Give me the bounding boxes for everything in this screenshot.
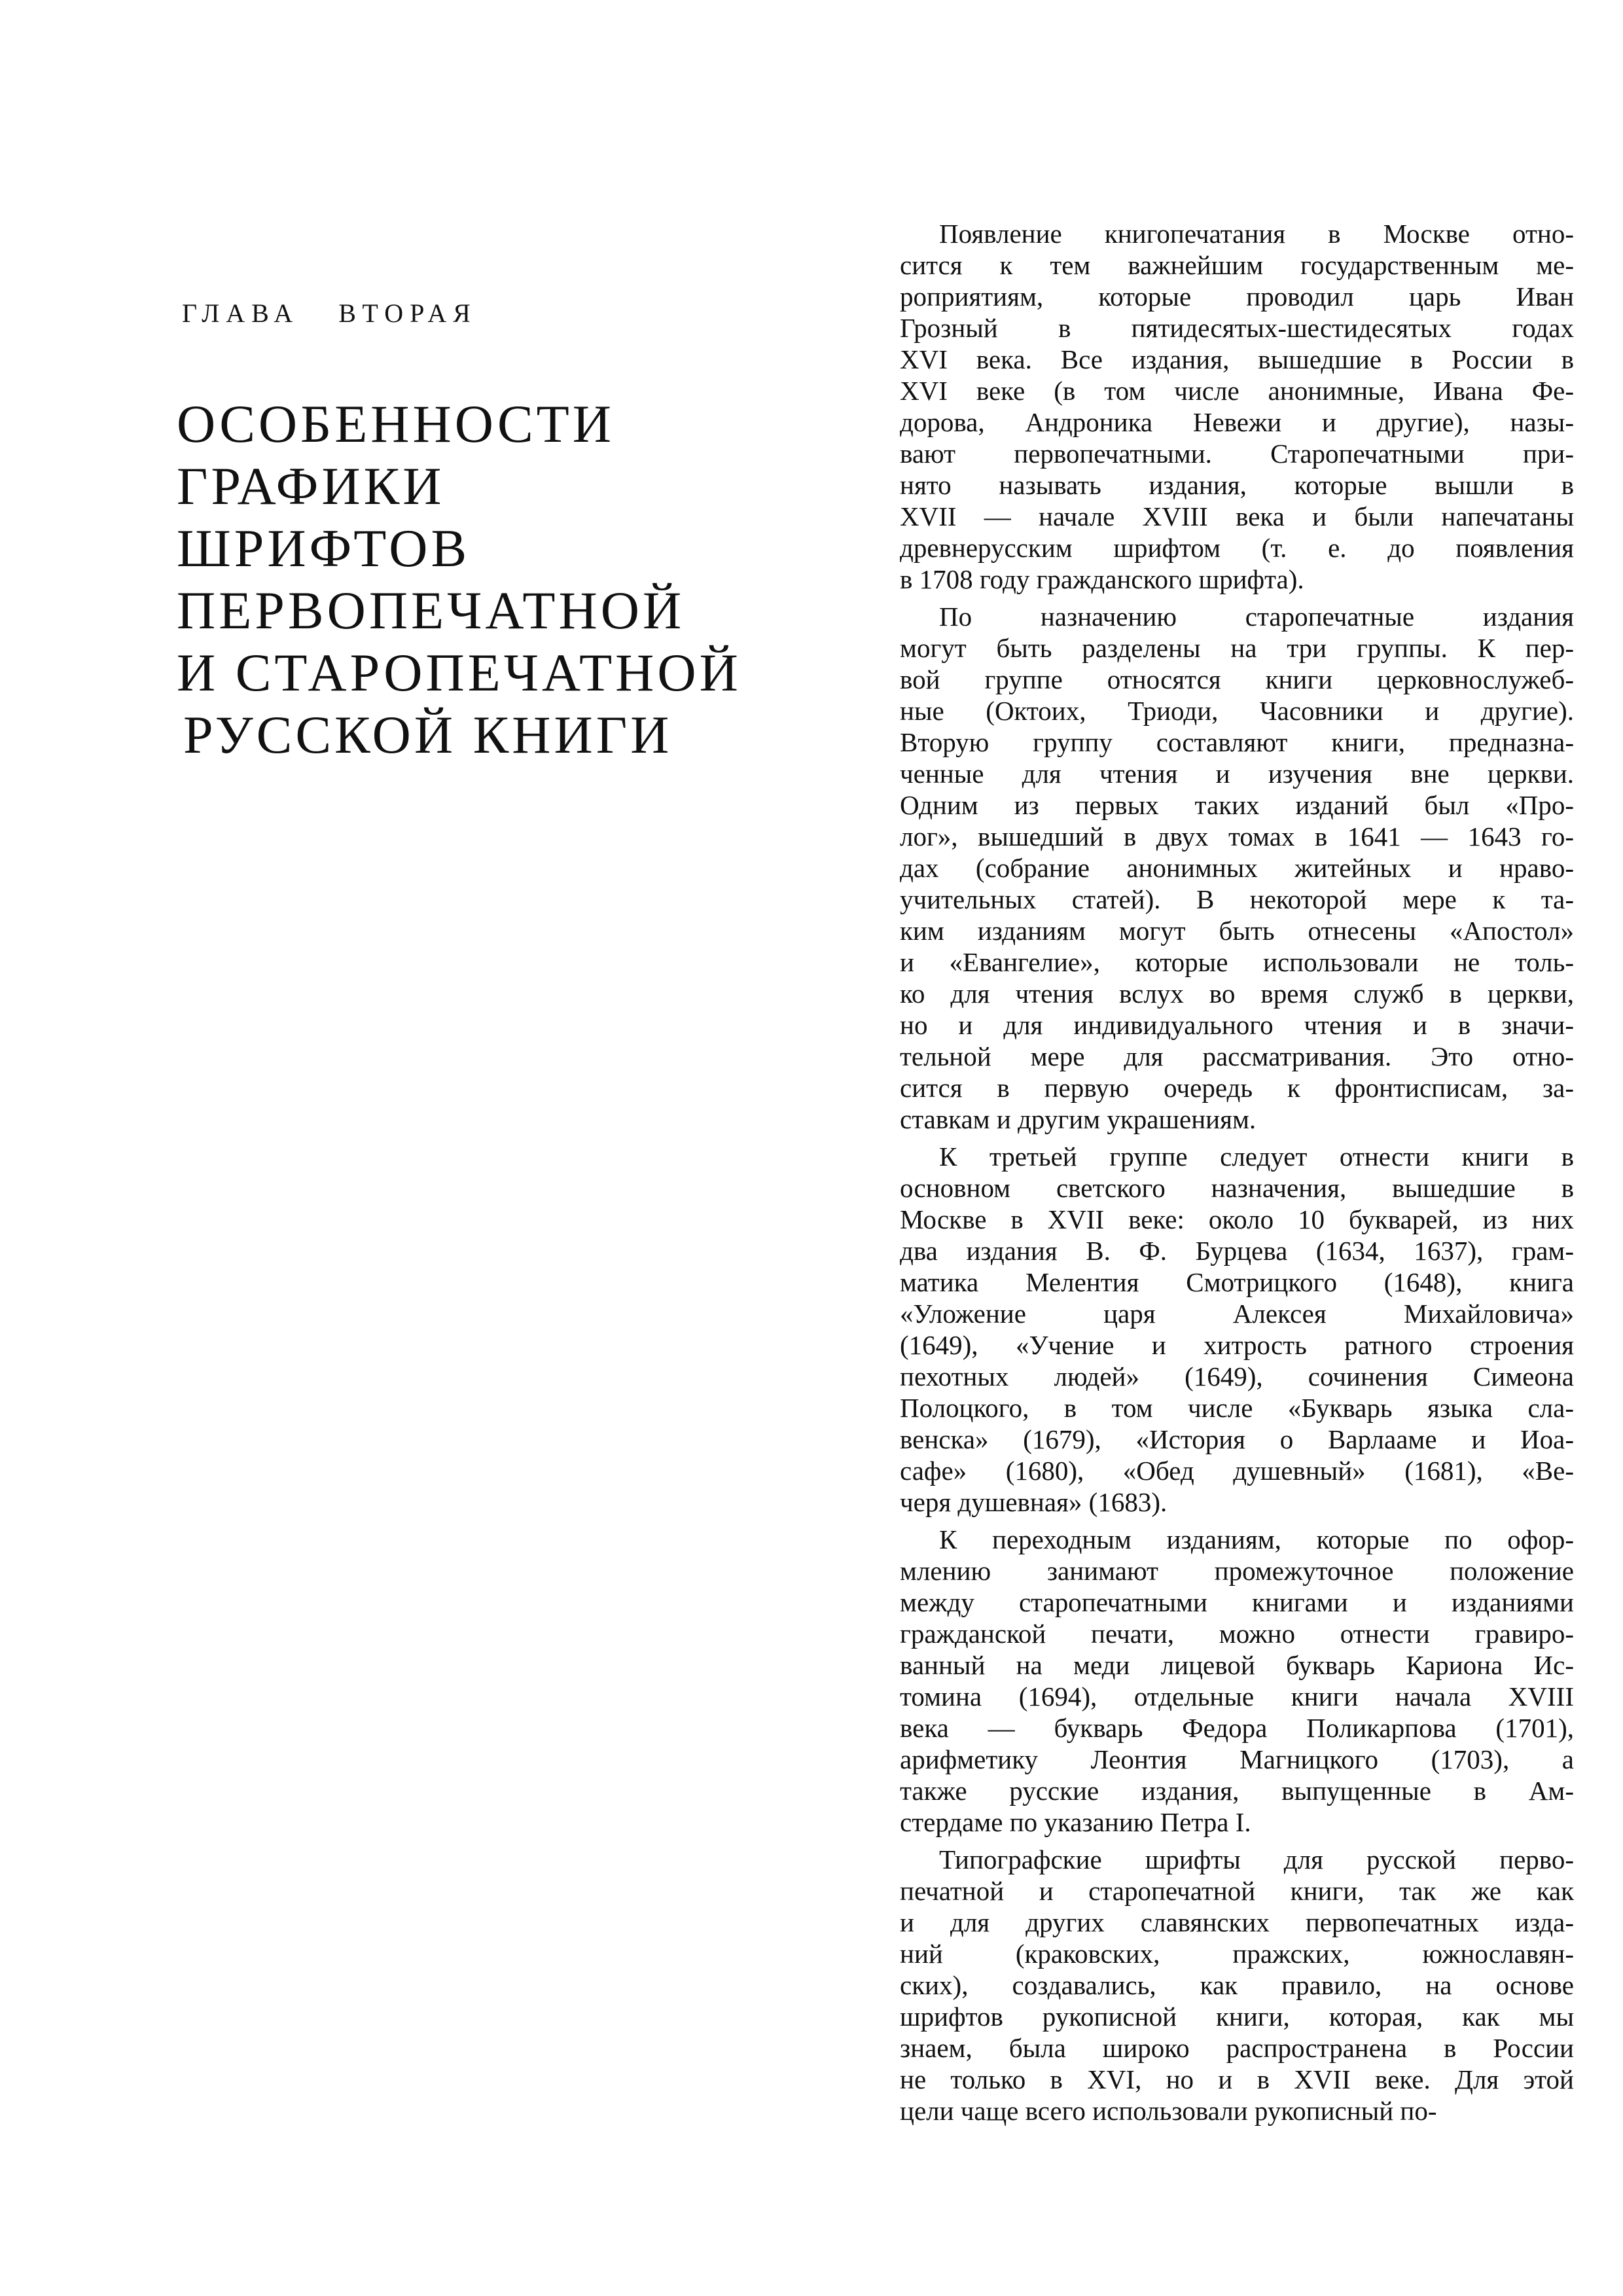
text-line: ний (краковских, пражских, южнославян- xyxy=(900,1939,1574,1969)
text-line: также русские издания, выпущенные в Ам- xyxy=(900,1776,1574,1806)
text-line: К третьей группе следует отнести книги в xyxy=(939,1141,1574,1172)
chapter-title xyxy=(177,393,831,766)
text-line: гражданской печати, можно отнести гравиро- xyxy=(900,1619,1574,1649)
text-line: и для других славянских первопечатных изда- xyxy=(900,1907,1574,1937)
chapter-title-line: ШРИФТОВ xyxy=(177,518,471,578)
chapter-label-word-1: ГЛАВА xyxy=(182,298,300,328)
text-line: учительных статей). В некоторой мере к та- xyxy=(900,884,1574,914)
text-line: могут быть разделены на три группы. К пер- xyxy=(900,633,1574,663)
body-text-column xyxy=(900,218,1574,2132)
text-line: ные (Октоих, Триоди, Часовники и другие). xyxy=(900,696,1574,726)
text-line: Полоцкого, в том числе «Букварь языка сла- xyxy=(900,1393,1574,1423)
text-line: Грозный в пятидесятых-шестидесятых годах xyxy=(900,313,1574,343)
text-line: (1649), «Учение и хитрость ратного строения xyxy=(900,1330,1574,1360)
paragraph xyxy=(900,218,1574,595)
text-line: в 1708 году гражданского шрифта). xyxy=(900,564,1304,594)
chapter-title-line: РУССКОЙ КНИГИ xyxy=(183,705,673,764)
text-line: ванный на меди лицевой букварь Кариона Ис- xyxy=(900,1650,1574,1680)
text-line: пехотных людей» (1649), сочинения Симеона xyxy=(900,1361,1574,1391)
text-line: Москве в XVII веке: около 10 букварей, из них xyxy=(900,1204,1574,1234)
text-line: нято называть издания, которые вышли в xyxy=(900,470,1574,500)
text-line: тельной мере для рассматривания. Это отно- xyxy=(900,1041,1574,1071)
text-line: стердаме по указанию Петра I. xyxy=(900,1807,1251,1837)
text-line: арифметику Леонтия Магницкого (1703), а xyxy=(900,1744,1574,1774)
text-line: дорова, Андроника Невежи и другие), назы- xyxy=(900,407,1574,437)
text-line: XVII — начале XVIII века и были напечатаны xyxy=(900,501,1574,531)
text-line: сафе» (1680), «Обед душевный» (1681), «Ве- xyxy=(900,1456,1574,1486)
text-line: сится к тем важнейшим государственным ме- xyxy=(900,250,1574,280)
chapter-title-line: И СТАРОПЕЧАТНОЙ xyxy=(177,643,741,702)
text-line: вой группе относятся книги церковнослужеб- xyxy=(900,664,1574,694)
text-line: млению занимают промежуточное положение xyxy=(900,1556,1574,1586)
paragraph xyxy=(900,1524,1574,1838)
text-line: ских), создавались, как правило, на основе xyxy=(900,1970,1574,2000)
paragraph xyxy=(900,601,1574,1135)
text-line: Одним из первых таких изданий был «Про- xyxy=(900,790,1574,820)
text-line: дах (собрание анонимных житейных и нраво- xyxy=(900,853,1574,883)
text-line: цели чаще всего использовали рукописный по- xyxy=(900,2096,1437,2126)
text-line: между старопечатными книгами и изданиями xyxy=(900,1587,1574,1617)
text-line: матика Мелентия Смотрицкого (1648), книга xyxy=(900,1267,1574,1297)
text-line: основном светского назначения, вышедшие в xyxy=(900,1173,1574,1203)
text-line: По назначению старопечатные издания xyxy=(939,601,1574,632)
text-line: не только в XVI, но и в XVII веке. Для этой xyxy=(900,2064,1574,2094)
text-line: «Уложение царя Алексея Михайловича» xyxy=(900,1299,1574,1329)
chapter-label-word-2: ВТОРАЯ xyxy=(338,298,477,328)
text-line: Появление книгопечатания в Москве отно- xyxy=(939,219,1574,249)
text-line: XVI веке (в том числе анонимные, Ивана Фе- xyxy=(900,376,1574,406)
text-line: ставкам и другим украшениям. xyxy=(900,1104,1257,1134)
text-line: но и для индивидуального чтения и в значи- xyxy=(900,1010,1574,1040)
text-line: XVI века. Все издания, вышедшие в России в xyxy=(900,344,1574,374)
text-line: знаем, была широко распространена в России xyxy=(900,2033,1574,2063)
text-line: века — букварь Федора Поликарпова (1701), xyxy=(900,1713,1574,1743)
text-line: роприятиям, которые проводил царь Иван xyxy=(900,281,1574,312)
text-line: сится в первую очередь к фронтисписам, за- xyxy=(900,1073,1574,1103)
text-line: ким изданиям могут быть отнесены «Апостол» xyxy=(900,916,1574,946)
text-line: ко для чтения вслух во время служб в церкви, xyxy=(900,978,1574,1009)
text-line: шрифтов рукописной книги, которая, как мы xyxy=(900,2001,1574,2032)
text-line: К переходным изданиям, которые по офор- xyxy=(939,1524,1574,1554)
text-line: Вторую группу составляют книги, предназна- xyxy=(900,727,1574,757)
text-line: лог», вышедший в двух томах в 1641 — 1643 го- xyxy=(900,821,1574,852)
chapter-title-line: ПЕРВОПЕЧАТНОЙ xyxy=(177,581,685,640)
chapter-title-line: ОСОБЕННОСТИ xyxy=(177,394,615,454)
text-line: печатной и старопечатной книги, так же как xyxy=(900,1876,1574,1906)
text-line: вают первопечатными. Старопечатными при- xyxy=(900,439,1574,469)
text-line: венска» (1679), «История о Варлааме и Иоа- xyxy=(900,1424,1574,1454)
text-line: черя душевная» (1683). xyxy=(900,1487,1168,1517)
text-line: два издания В. Ф. Бурцева (1634, 1637), грам- xyxy=(900,1236,1574,1266)
text-line: томина (1694), отдельные книги начала XVIII xyxy=(900,1681,1574,1712)
text-line: и «Евангелие», которые использовали не толь- xyxy=(900,947,1574,977)
text-line: ченные для чтения и изучения вне церкви. xyxy=(900,759,1574,789)
chapter-label xyxy=(182,298,477,329)
text-line: Типографские шрифты для русской перво- xyxy=(939,1844,1574,1874)
chapter-title-line: ГРАФИКИ xyxy=(177,456,445,516)
paragraph xyxy=(900,1844,1574,2126)
text-line: древнерусским шрифтом (т. е. до появления xyxy=(900,533,1574,563)
paragraph xyxy=(900,1141,1574,1518)
